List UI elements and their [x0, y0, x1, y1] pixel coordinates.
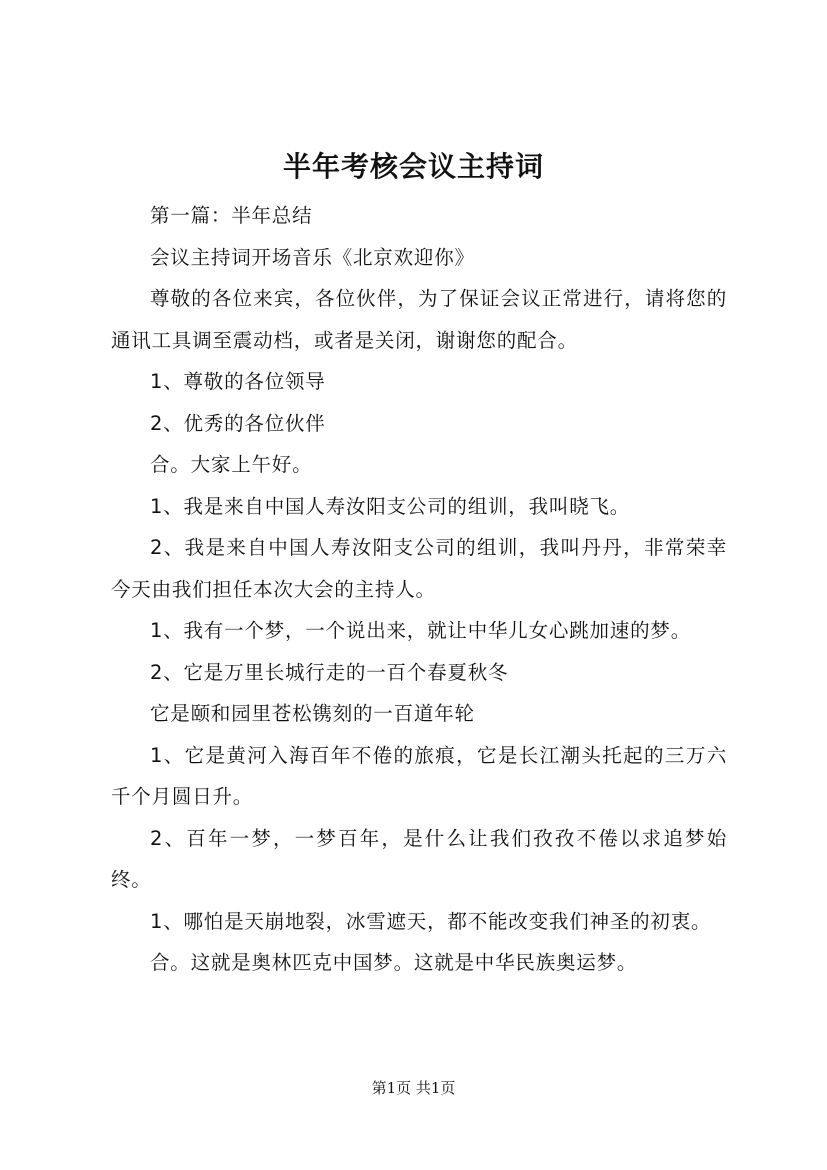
paragraph: 尊敬的各位来宾，各位伙伴，为了保证会议正常进行，请将您的通讯工具调至震动档，或者是关闭，谢谢您的配合。	[111, 287, 727, 352]
paragraph: 会议主持词开场音乐《北京欢迎你》	[150, 245, 475, 269]
page-footer: 第1页 共1页	[371, 1079, 456, 1097]
paragraph: 1、尊敬的各位领导	[150, 370, 326, 393]
paragraph: 2、百年一梦，一梦百年，是什么让我们孜孜不倦以求追梦始终。	[111, 826, 727, 891]
paragraph: 第一篇：半年总结	[150, 204, 313, 227]
paragraph: 2、优秀的各位伙伴	[150, 411, 326, 435]
paragraph: 2、它是万里长城行走的一百个春夏秋冬	[150, 660, 509, 684]
paragraph: 1、它是黄河入海百年不倦的旅痕，它是长江潮头托起的三万六千个月圆日升。	[111, 743, 727, 808]
document-body	[111, 195, 727, 984]
paragraph: 1、哪怕是天崩地裂，冰雪遮天，都不能改变我们神圣的初衷。	[150, 909, 712, 933]
paragraph: 合。这就是奥林匹克中国梦。这就是中华民族奥运梦。	[150, 951, 638, 974]
paragraph: 1、我有一个梦，一个说出来，就让中华儿女心跳加速的梦。	[150, 619, 692, 642]
paragraph: 2、我是来自中国人寿汝阳支公司的组训，我叫丹丹，非常荣幸今天由我们担任本次大会的主持人。	[111, 536, 727, 601]
paragraph: 1、我是来自中国人寿汝阳支公司的组训，我叫晓飞。	[150, 494, 631, 518]
paragraph: 它是颐和园里苍松镌刻的一百道年轮	[150, 702, 475, 725]
document-title: 半年考核会议主持词	[282, 150, 544, 183]
paragraph: 合。大家上午好。	[150, 453, 313, 476]
